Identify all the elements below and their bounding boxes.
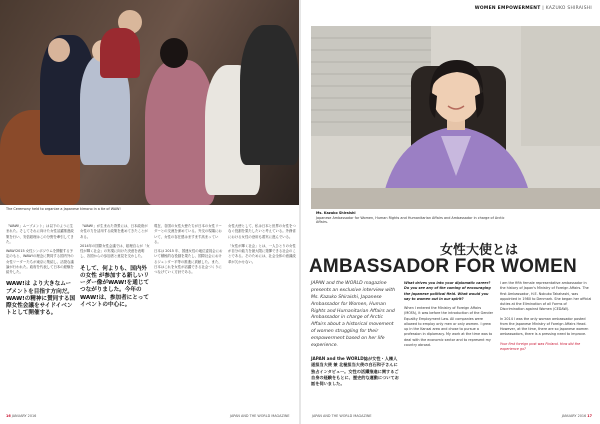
intro-column (311, 281, 399, 387)
left-folio-magazine: JAPAN AND THE WORLD MAGAZINE (230, 414, 290, 418)
left-folio (6, 414, 36, 418)
pull-quote: そして、何よりも、国内外の女性 が参加する新しいリーダー像がWAW!を通じてつながりました。今年のWAW!は、参加者にとってイベントの中心に。 (80, 265, 150, 308)
headline-japanese: 女性大使とは (440, 243, 519, 258)
caption-role: Japanese Ambassador for Women, Human Rights and Humanitarian Affairs and Ambassador in charge of Arctic Affairs. (316, 215, 505, 225)
answer-paragraph: When I entered the Ministry of Foreign Affairs (MOFA), it was before the introduction of the Gender Equality Employment Law. All companies were allowed to employ only men or only women. I grew up in the Kansai area and chose to pursue a profession in diplomacy. My work at the time was to deal with the economic sector and to represent my country abroad. (404, 306, 494, 347)
ceremony-photo (0, 0, 299, 205)
author-name: KAZUKO SHIRAISHI (545, 6, 592, 11)
ambassador-portrait (311, 26, 600, 209)
question: What drives you into your diplomatic career? Do you see any of the coming of encouraging the Japanese political field. What would you say to women out in our spirit? (404, 281, 491, 301)
page-number: 16 (6, 414, 11, 418)
paragraph: WAW!2015 女性シンポジウムを開催する予定のもと、WAW!の理念に賛同する国内外の女性リーダーたちが東京に集結し、活発な議論が行われた。政府を代表して日本の経験を紹介した。 (6, 249, 74, 275)
left-photo-caption: The Ceremony held to organize a Japanese kimono in a tie of WAW! (6, 207, 121, 211)
right-folio (562, 414, 592, 418)
spread-gutter (299, 0, 301, 424)
portrait-illustration (311, 26, 600, 209)
headline-english: AMBASSADOR FOR WOMEN (309, 256, 577, 277)
paragraph: 日本は 2015 年、国連女性の地位委員会において積極的な役割を果たし、国際社会におけるジェンダー平等の推進に貢献した。また、日本はこれを女性が活躍できる社会づくりにつなげていく方針である。 (154, 249, 223, 275)
left-column-2 (80, 224, 150, 315)
issue-date: JANUARY 2016 (561, 414, 587, 418)
left-column-1 (6, 224, 76, 324)
article-column-1 (404, 281, 494, 352)
paragraph: 「女性が輝く社会」とは、一人ひとりの女性が自分の能力を最大限に発揮できる社会のことである。そのためには、社会全体の意識改革が欠かせない。 (228, 243, 296, 264)
issue-date: JANUARY 2016 (11, 414, 37, 418)
question: Your first foreign post was Finland. How did the experience go? (500, 341, 581, 351)
paragraph: 現在、各国の女性大使たちが日本の女性リーダーとの交流を深めている。外交の現場において、女性の存在感はますます高まっている。 (154, 224, 222, 244)
section-title: WOMEN EMPOWERMENT (474, 6, 541, 11)
caption-name: Ms. Kazuko Shiraishi (316, 211, 356, 215)
right-folio-magazine: JAPAN AND THE WORLD MAGAZINE (312, 414, 372, 418)
paragraph: 女性大使として、私は日本と世界の女性をつなぐ役割を果たしたいと考えている。外務省における女性の登用も着実に進んでいる。 (228, 224, 296, 239)
answer-paragraph: I am the fifth female representative ambassador in the history of Japan's Ministry of Foreign Affairs. The first Ambassador, H.E. Nobuko Takahashi, was appointed in 1980 to Denmark. She began her official duties at the Elimination of all Forms of Discrimination against Women (CEDAW). (500, 281, 592, 312)
intro-japanese: JAPAN and the WORLD誌が女性・人権人道担当大使 兼 北極担当大使の白石和子さんに独占インタビュー。女性の活躍推進に関するご自身の経験をもとに、歴史的な運動についてお話を伺いました。 (311, 355, 399, 387)
pull-quote: WAW!は より大きなムーブメントを目指す方向だ。WAW!の精神に賛同する国際女性会議をサイドイベントとして開催する。 (6, 281, 76, 317)
left-column-3 (154, 224, 224, 279)
right-photo-caption (316, 211, 516, 225)
paragraph: 「WAW!」が生まれた背景には、日本政府が女性の力を活用する政策を進めてきたことがある。 (80, 224, 148, 239)
article-column-2 (500, 281, 592, 356)
section-header: WOMEN EMPOWERMENT | KAZUKO SHIRAISHI (474, 6, 592, 11)
left-column-4 (228, 224, 298, 269)
paragraph: 「WAW!」ムーブメント」は以下のように生まれた。そしてそれに向けた女性活躍推進政策を行い、安倍総理はこの分野を牽引してきた。 (6, 224, 74, 244)
answer-paragraph: In 2014 I was the only woman ambassador posted from the Japanese Ministry of Foreign Affairs Head. However, at the time, there are so Japanese women ambassadors, there is a pressing need to improve. (500, 316, 589, 337)
paragraph: 2014年の国際女性会議では、総理自らが「女性が輝く社会」の実現に向けた決意を表明し、各国からの参加者と意見を交わした。 (80, 243, 150, 259)
page-number: 17 (587, 414, 592, 418)
intro-english: JAPAN and the WORLD magazine presents an exclusive interview with Ms. Kazuko Shiraishi, Japanese Ambassador for Women, Human Rights and Humanitarian Affairs and Ambassador in charge of Arctic Affairs about a historical movement of women struggling for their empowerment based on her life experience. (311, 281, 396, 349)
